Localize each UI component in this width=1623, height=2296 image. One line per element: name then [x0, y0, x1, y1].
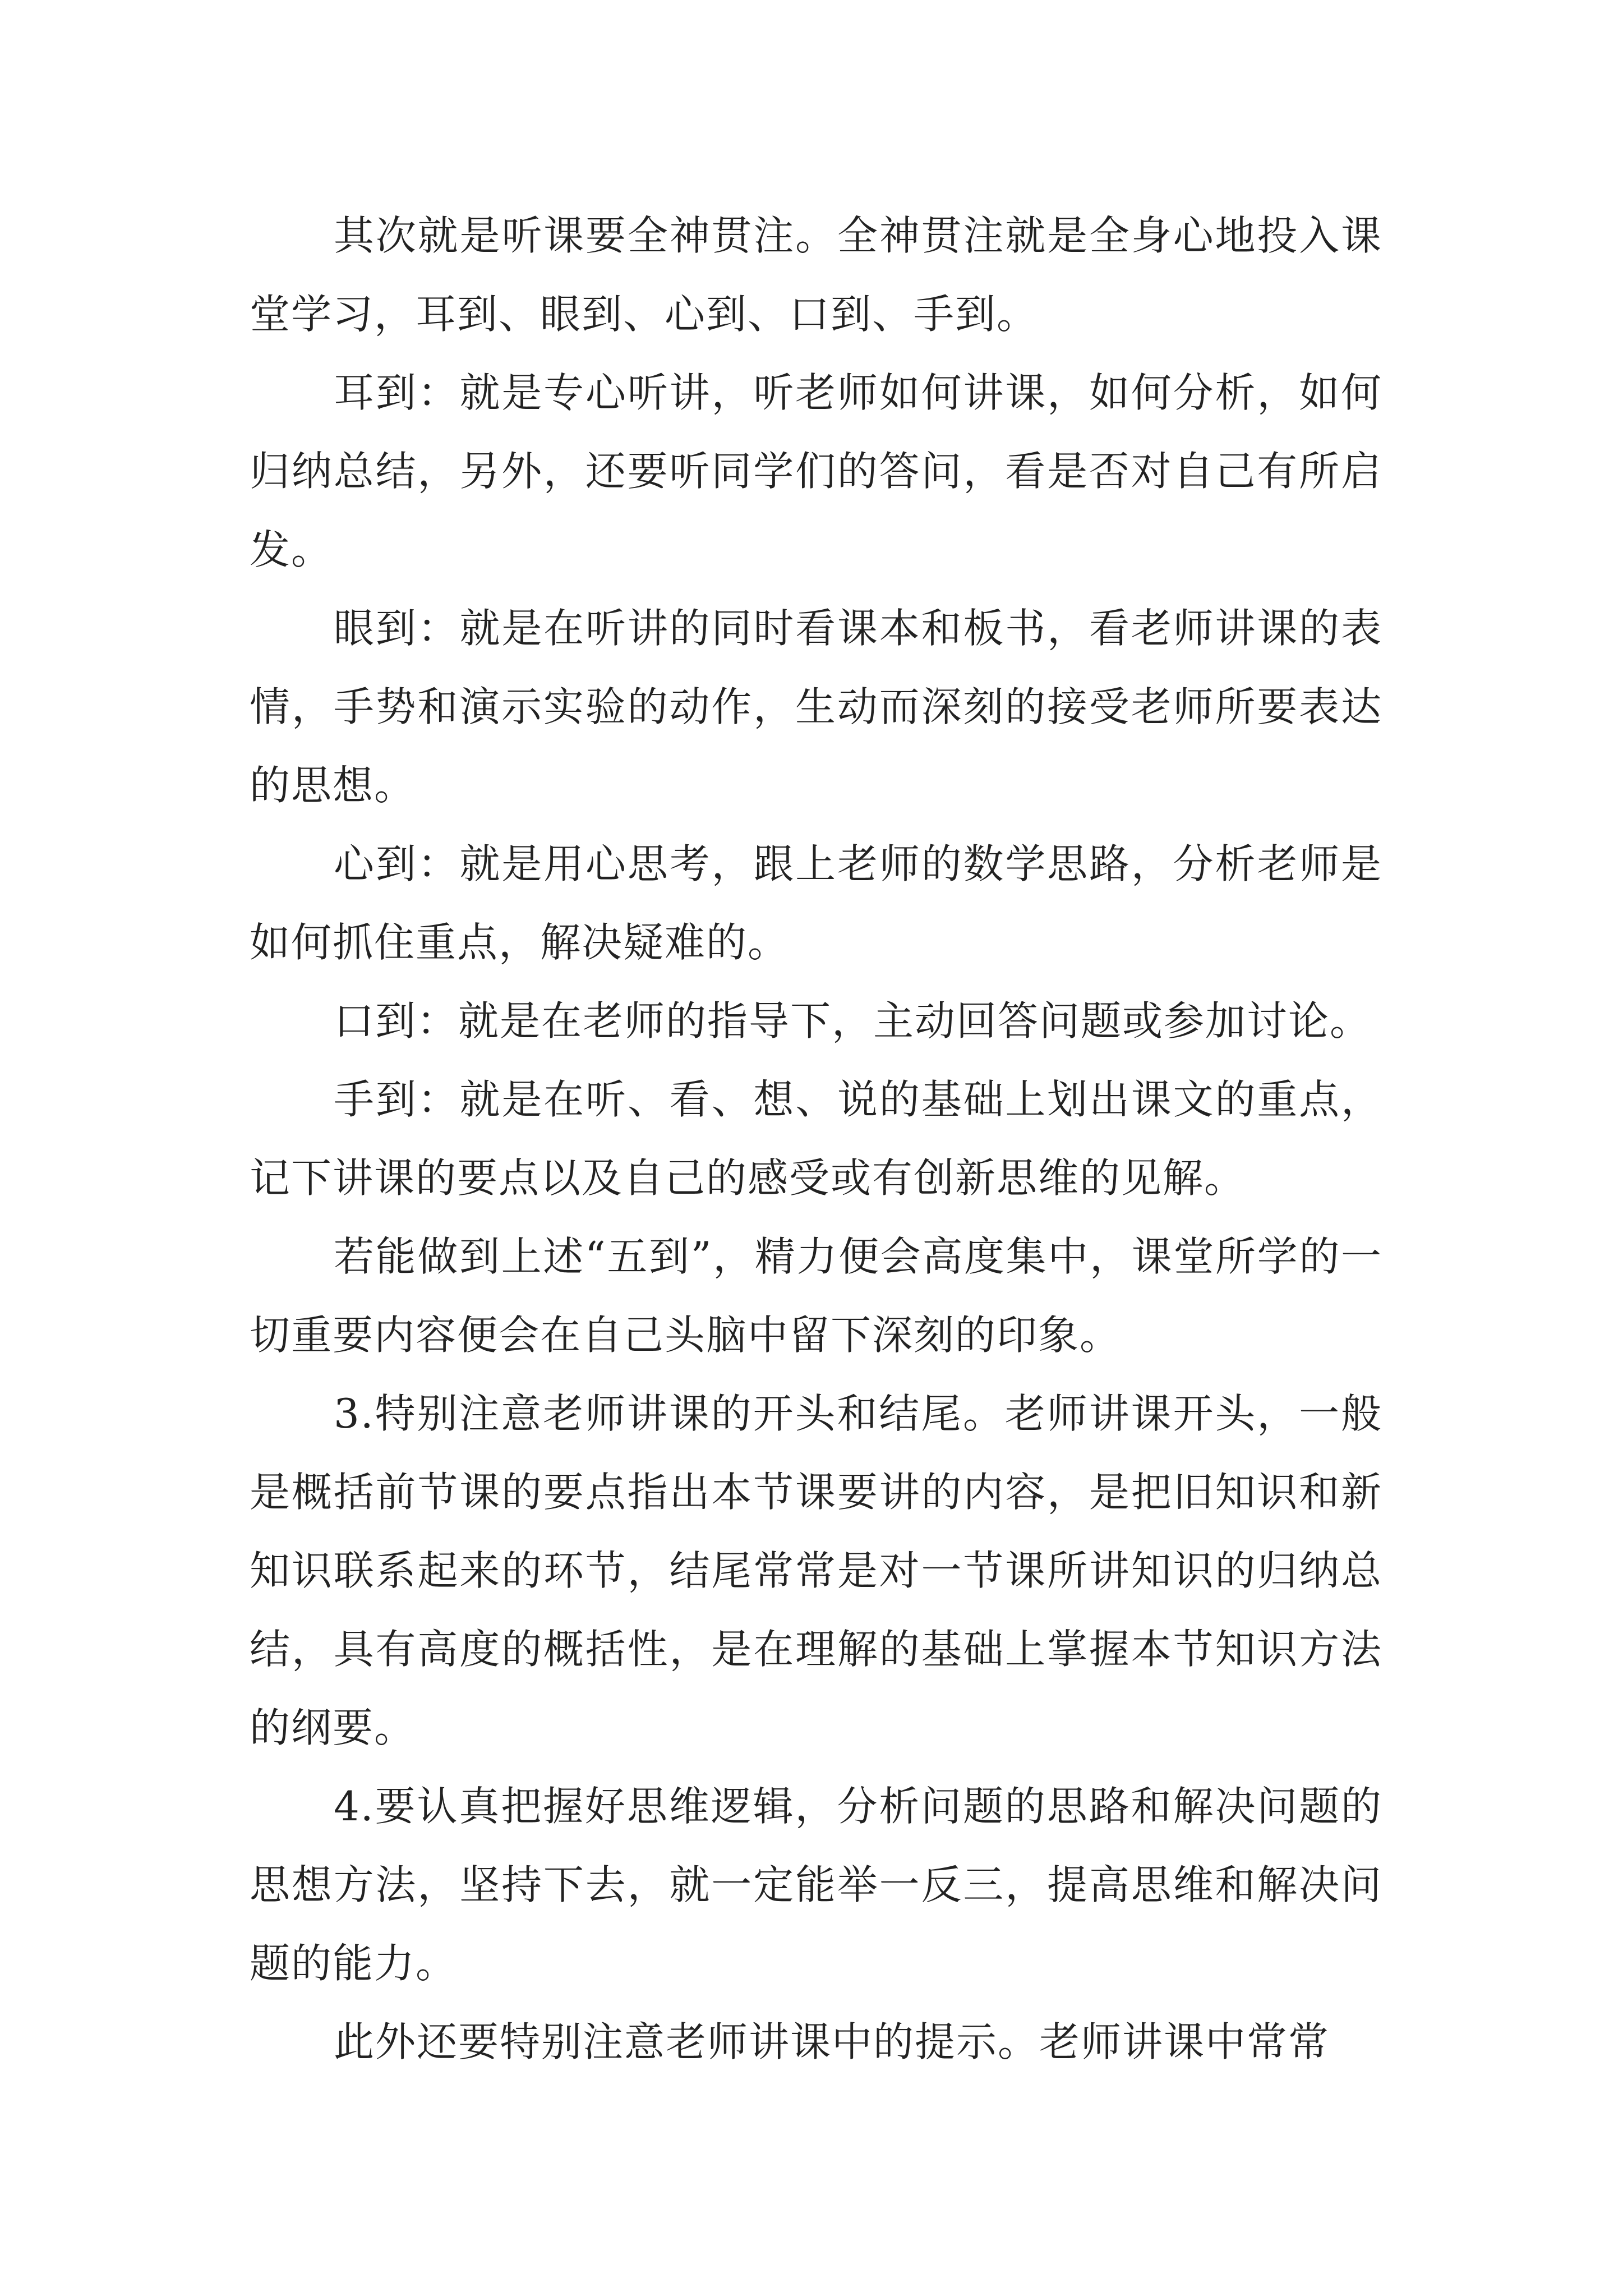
paragraph-point-4: 4.要认真把握好思维逻辑，分析问题的思路和解决问题的思想方法，坚持下去，就一定能举一反三，提高思维和解决问题的能力。 — [250, 1783, 1382, 1987]
paragraph-mouth: 口到：就是在老师的指导下，主动回答问题或参加讨论。 — [334, 997, 1372, 1045]
paragraph-point-3: 3.特别注意老师讲课的开头和结尾。老师讲课开头，一般是概括前节课的要点指出本节课要讲的内容，是把旧知识和新知识联系起来的环节，结尾常常是对一节课所讲知识的归纳总结，具有高度的概括性，是在理解的基础上掌握本节知识方法的纲要。 — [250, 1390, 1382, 1751]
paragraph-full-attention: 其次就是听课要全神贯注。全神贯注就是全身心地投入课堂学习，耳到、眼到、心到、口到、手到。 — [250, 212, 1382, 338]
paragraph-ears: 耳到：就是专心听讲，听老师如何讲课，如何分析，如何归纳总结，另外，还要听同学们的答问，看是否对自己有所启发。 — [250, 369, 1382, 573]
paragraph-five-arrivals: 若能做到上述“五到”，精力便会高度集中，课堂所学的一切重要内容便会在自己头脑中留下深刻的印象。 — [250, 1233, 1382, 1359]
paragraph-hints: 此外还要特别注意老师讲课中的提示。老师讲课中常常 — [334, 2018, 1330, 2065]
paragraph-hands: 手到：就是在听、看、想、说的基础上划出课文的重点，记下讲课的要点以及自己的感受或有创新思维的见解。 — [250, 1076, 1382, 1202]
document-body — [250, 196, 1382, 2081]
paragraph-heart: 心到：就是用心思考，跟上老师的数学思路，分析老师是如何抓住重点，解决疑难的。 — [250, 840, 1382, 966]
paragraph-eyes: 眼到：就是在听讲的同时看课本和板书，看老师讲课的表情，手势和演示实验的动作，生动而深刻的接受老师所要表达的思想。 — [250, 605, 1382, 809]
